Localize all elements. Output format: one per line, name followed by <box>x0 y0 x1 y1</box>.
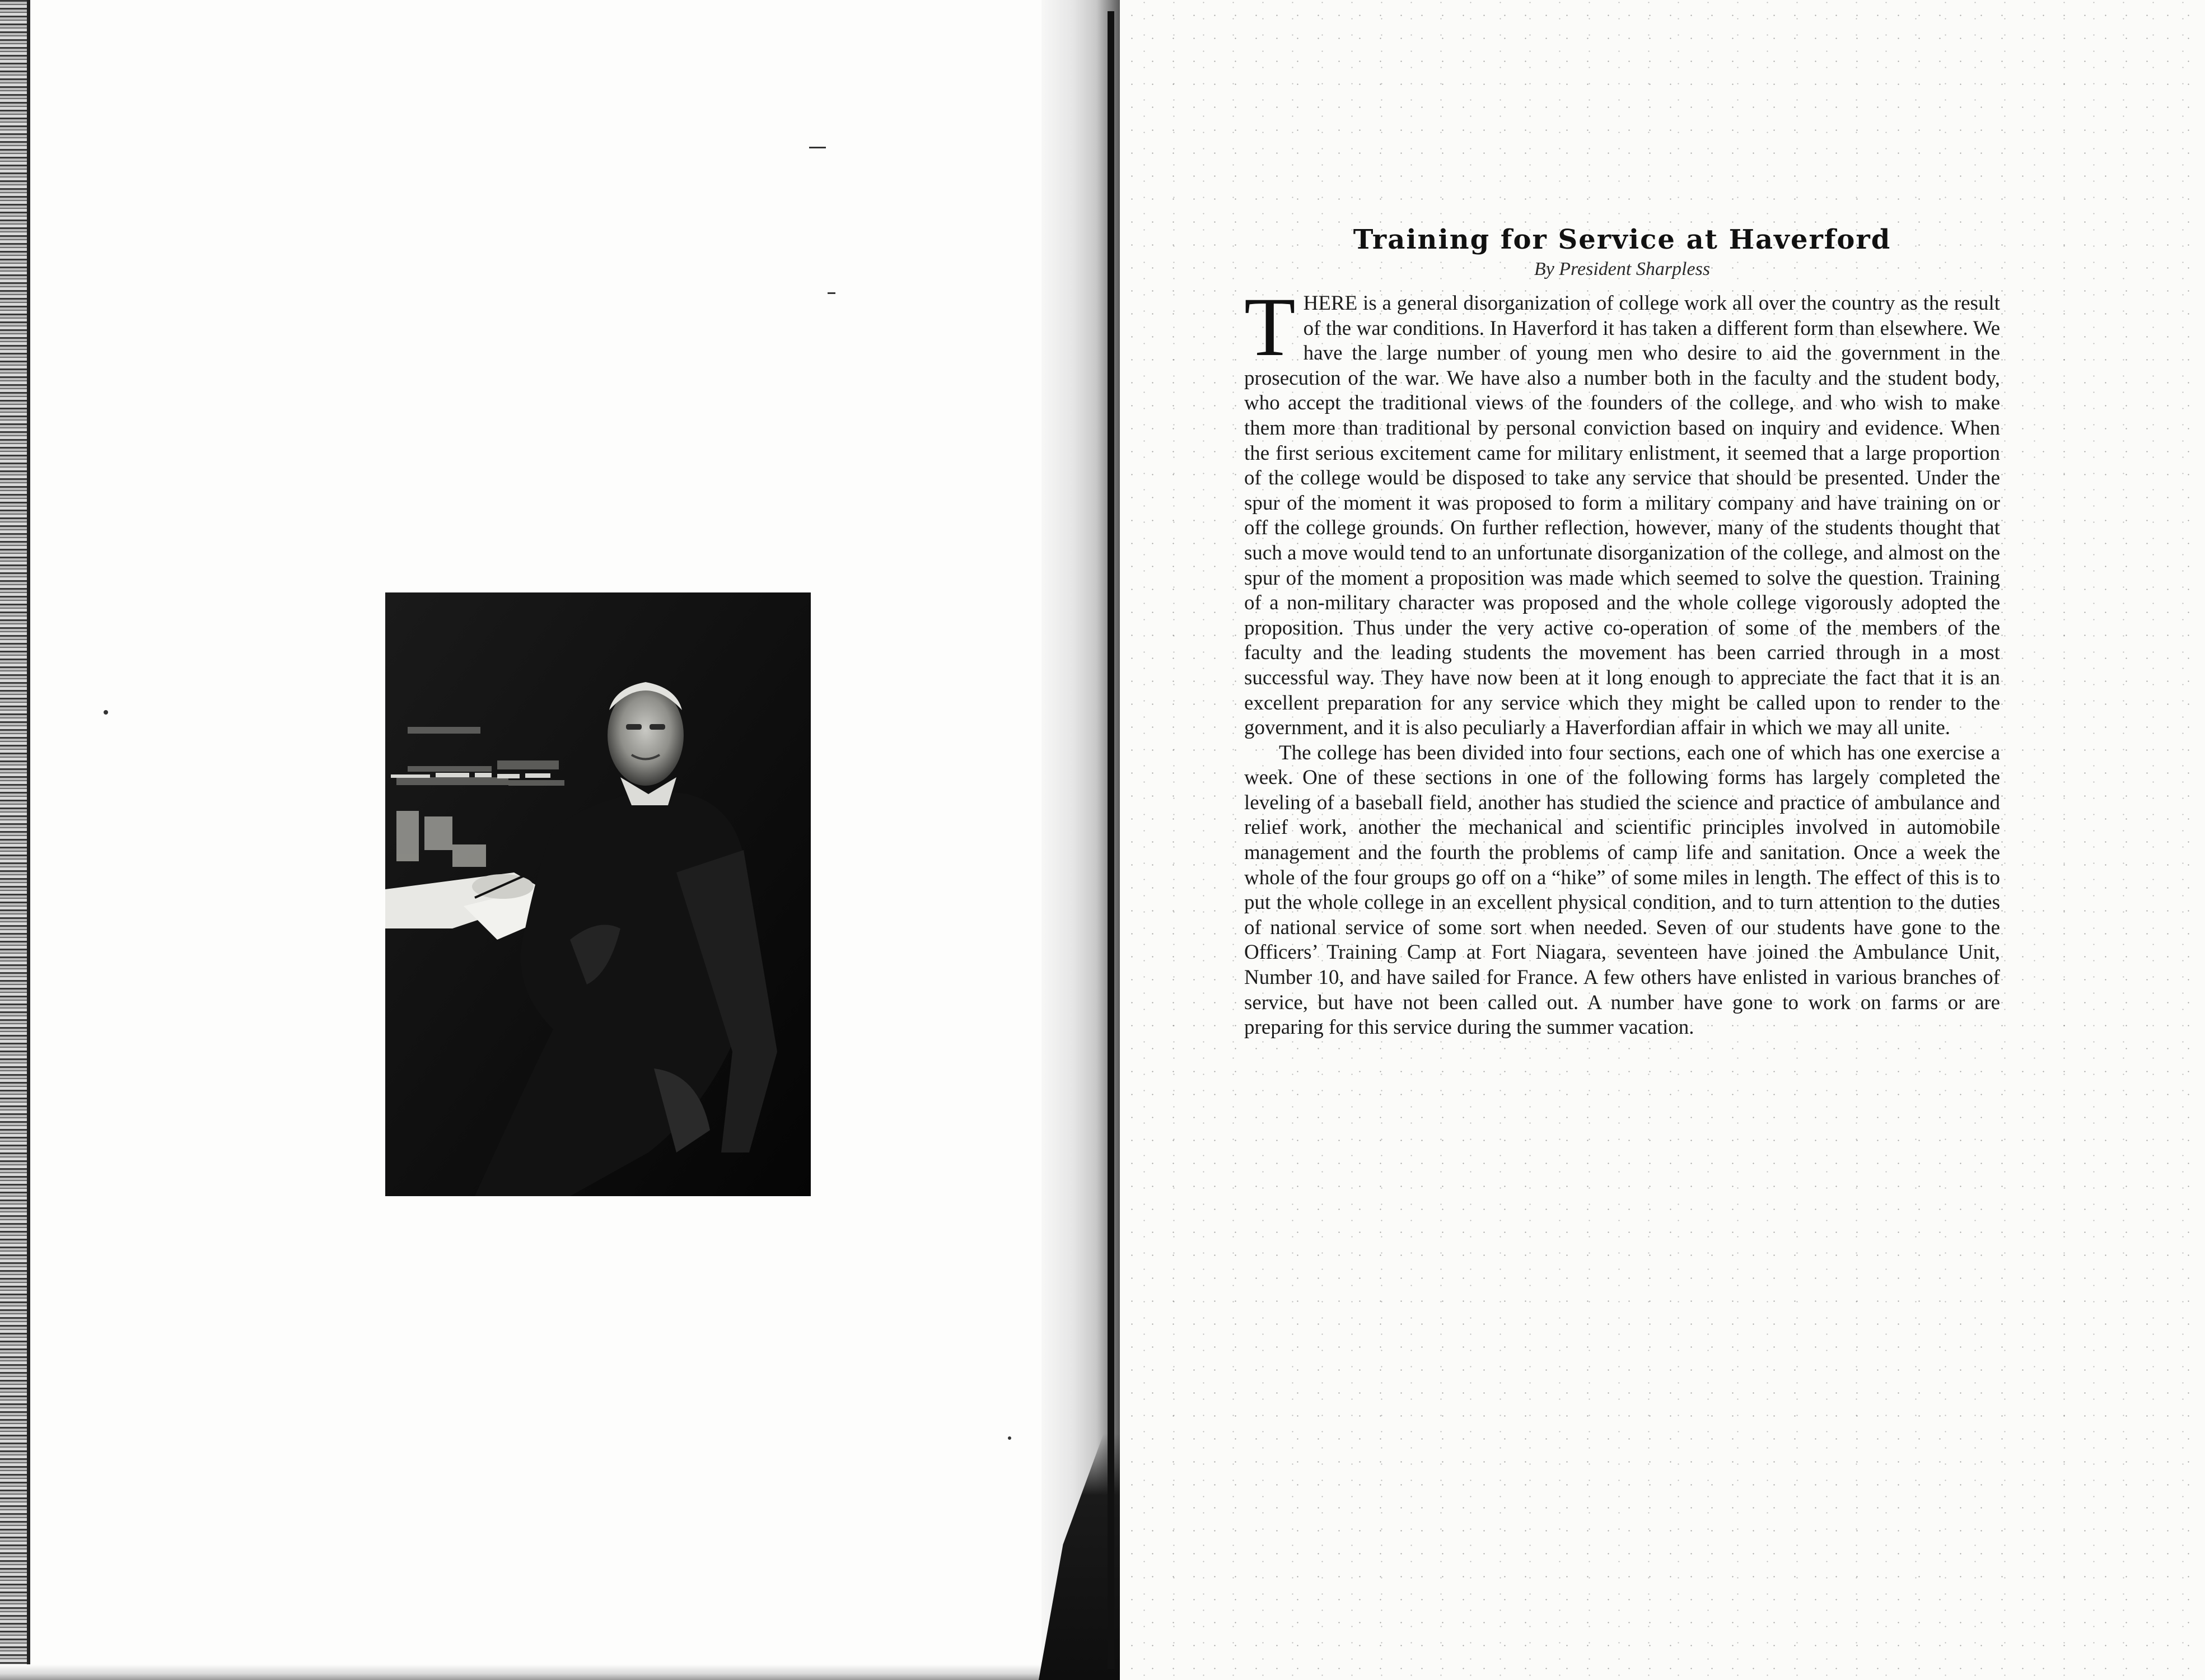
scan-speck <box>828 292 835 294</box>
drop-cap: T <box>1244 281 1296 374</box>
page-edge-stack <box>0 0 27 1680</box>
page-edge-line <box>1108 11 1114 1669</box>
scan-speck <box>1008 1436 1011 1440</box>
paragraph-text: HERE is a general disorganization of college work all over the country as the result of the war conditions. In Haverford it has taken a different form than elsewhere. We have the large number of young men who desire to aid the government in the prosecution of the war. We have also a number both in the faculty and the student body, who accept the traditional views of the founders of the college, and who wish to make them more than traditional by personal conviction based on inquiry and evidence. When the first serious excitement came for military enlistment, it seemed that a large proportion of the college would be disposed to take any service that should be presented. Under the spur of the moment it was proposed to form a military company and have training on or off the college grounds. On further reflection, however, many of the students thought that such a move would tend to an unfortunate disorganization of the college, and almost on the spur of the moment a proposition was made which seemed to solve the question. Training of a non-military character was proposed and the whole college vigorously adopted the proposition. Thus under the very active co-operation of some of the members of the faculty and the leading students the movement has been carried through in a most successful way. They have now been at it long enough to appreciate the fact that it is an excellent preparation for any service which they might be called upon to render to the government, and it is also peculiarly a Haverfordian affair in which we may all unite. <box>1244 292 2000 740</box>
portrait-photograph-image <box>385 592 811 1196</box>
page-bottom-shadow <box>0 1664 1097 1680</box>
article <box>1244 224 2000 1040</box>
article-byline: By President Sharpless <box>1534 259 1711 279</box>
paragraph-text: The college has been divided into four sections, each one of which has one exercise a week. One of these sections in one of the following forms has largely completed the leveling of a baseball field, another has studied the science and practice of ambulance and relief work, another the mechanical and scientific principles involved in automobile management and the fourth the problems of camp life and sanitation. Once a week the whole of the four groups go off on a “hike” of some miles in length. The effect of this is to put the whole college in an excellent physical condition, and to turn attention to the duties of national service of some sort when needed. Seven of our students have gone to the Officers’ Training Camp at Fort Niagara, seventeen have joined the Ambulance Unit, Number 10, and have sailed for France. A few others have enlisted in various branches of service, but have not been called out. A number have gone to work on farms or are preparing for this service during the summer vacation. <box>1244 741 2000 1039</box>
left-page <box>0 0 1097 1680</box>
scan-speck <box>104 710 108 715</box>
portrait-photograph <box>385 592 811 1196</box>
page-edge-line <box>27 0 30 1680</box>
article-title: Training for Service at Haverford <box>1353 224 1891 255</box>
article-paragraph <box>1244 741 2000 1040</box>
article-paragraph <box>1244 281 2000 741</box>
scan-speck <box>809 147 826 148</box>
